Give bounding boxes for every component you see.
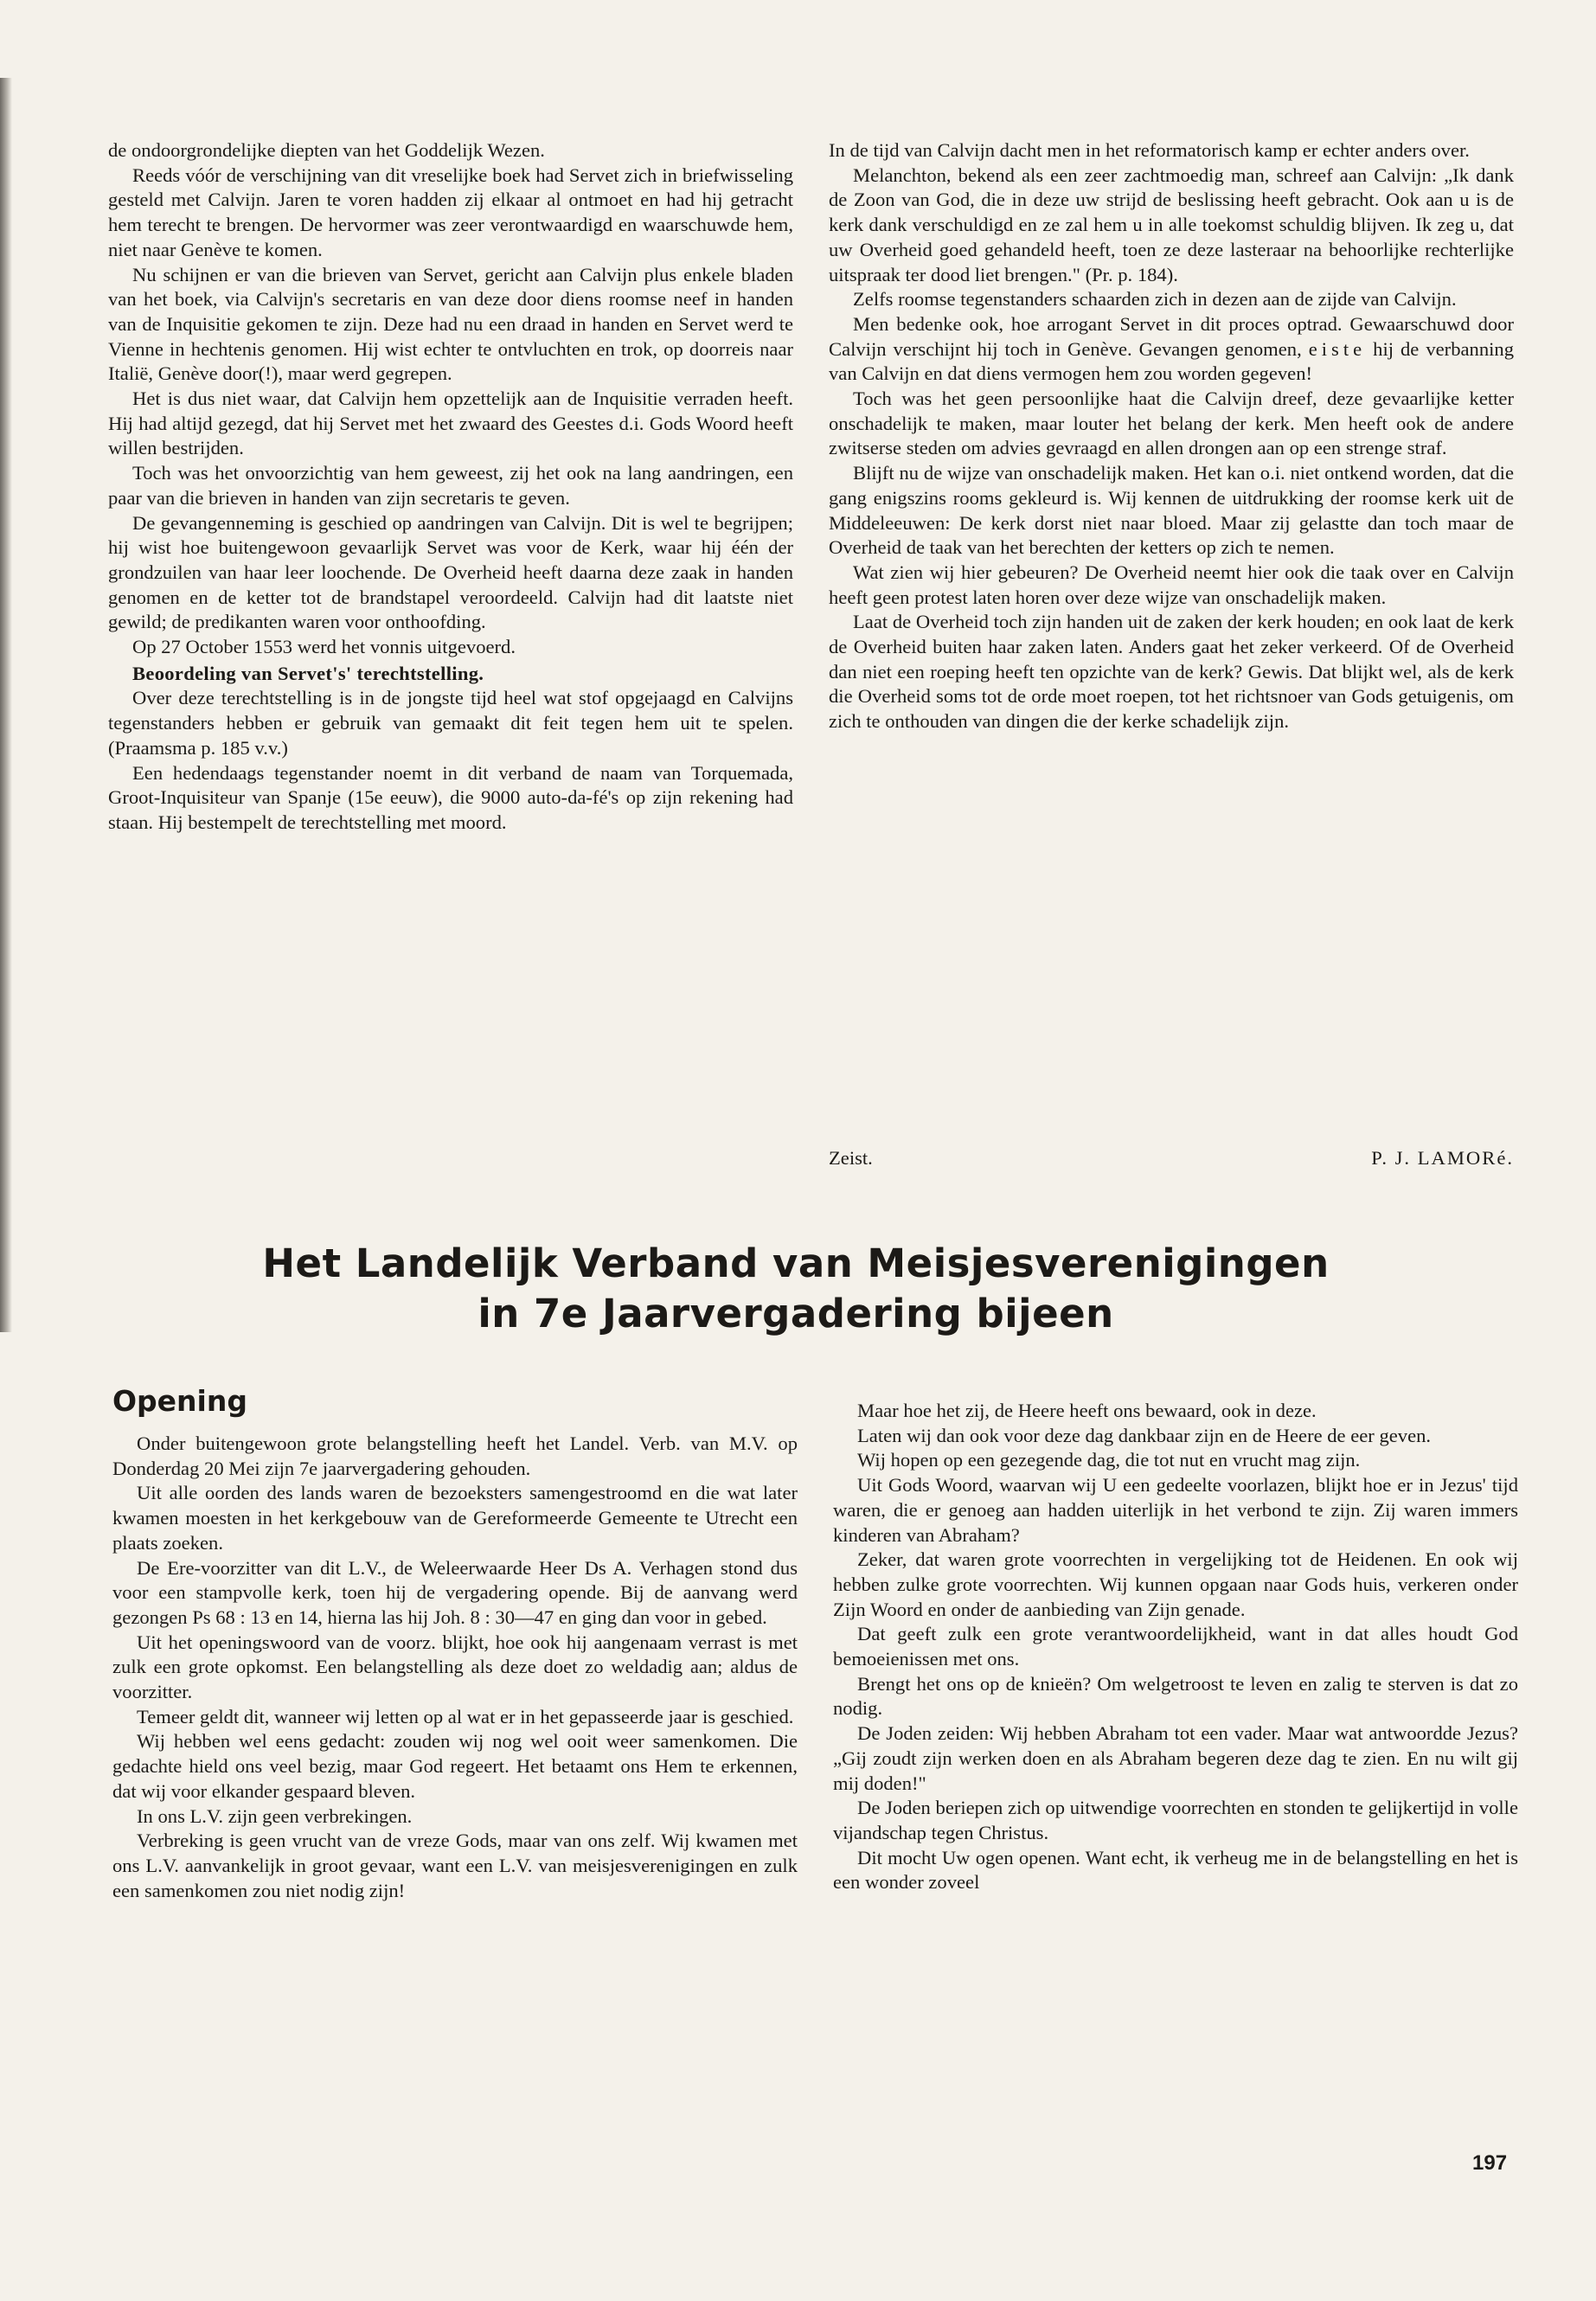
article-title-line: in 7e Jaarvergadering bijeen bbox=[478, 1291, 1114, 1336]
bottom-right-paragraphs bbox=[833, 1399, 1518, 1895]
paragraph: Temeer geldt dit, wanneer wij letten op al wat er in het gepasseerde jaar is geschied. bbox=[137, 1705, 794, 1727]
paragraph: Laat de Overheid toch zijn handen uit de zaken der kerk houden; en ook laat de kerk de Overheid buiten haar zaken laten. Anders gaat het zeker verkeerd. Of de Overheid dan niet een roeping heeft ten opzichte van de kerk? Gewis. Dat blijkt wel, als de kerk die Overheid soms tot de orde moet roepen, tot het richtsnoer van Gods getuigenis, om zich te onthouden van dingen die der kerke schadelijk zijn. bbox=[829, 611, 1514, 733]
paragraph: De Ere-voorzitter van dit L.V., de Weleerwaarde Heer Ds A. Verhagen stond dus voor een stampvolle kerk, toen hij de vergadering opende. Bij de aanvang werd gezongen Ps 68 : 13 en 14, hierna las hij Joh. 8 : 30—47 en ging dan voor in gebed. bbox=[112, 1556, 798, 1628]
paragraph: Maar hoe het zij, de Heere heeft ons bewaard, ook in deze. bbox=[857, 1400, 1317, 1421]
paragraph: Verbreking is geen vrucht van de vreze Gods, maar van ons zelf. Wij kwamen met ons L.V. aanvankelijk in groot gevaar, want een L.V. van meisjesverenigingen en zulk een samenkomen zou niet nodig zijn! bbox=[112, 1830, 798, 1901]
paragraph: Toch was het geen persoonlijke haat die Calvijn dreef, deze gevaarlijke ketter onschadelijk te maken, maar louter het belang der kerk. Men heeft ook de andere zwitserse steden om advies gevraagd en allen drongen aan op een strenge straf. bbox=[829, 388, 1514, 459]
top-left-paragraphs-after bbox=[108, 686, 793, 835]
page-number: 197 bbox=[1472, 2151, 1508, 2175]
bottom-right-column bbox=[833, 1399, 1518, 1895]
paragraph: Melanchton, bekend als een zeer zachtmoedig man, schreef aan Calvijn: „Ik dank de Zoon van God, die in deze uw strijd de beslissing heeft gebracht. Ook aan u is de kerk dank verschuldigd en ze zal hem u in alle toekomst schuldig blijven. Ik zeg u, dat uw Overheid goed gehandeld heeft, toen ze deze lasteraar na behoorlijke rechterlijke uitspraak ter dood liet brengen." (Pr. p. 184). bbox=[829, 163, 1514, 285]
top-right-column bbox=[829, 138, 1514, 734]
signature-place: Zeist. bbox=[829, 1147, 873, 1169]
paragraph: Op 27 October 1553 werd het vonnis uitgevoerd. bbox=[132, 636, 516, 658]
subheading: Beoordeling van Servet's' terechtstelling. bbox=[132, 662, 484, 684]
paragraph: Laten wij dan ook voor deze dag dankbaar zijn en de Heere de eer geven. bbox=[857, 1424, 1432, 1446]
spaced-word: eiste bbox=[1308, 337, 1367, 360]
paragraph: Blijft nu de wijze van onschadelijk maken. Het kan o.i. niet ontkend worden, dat die gang enigszins rooms gekleurd is. Wij kennen de uitdrukking der roomse kerk uit de Middeleeuwen: De kerk dorst niet naar bloed. Maar zij gelastte dan toch maar de Overheid de taak van het berechten der ketters op zich te nemen. bbox=[829, 462, 1514, 559]
paragraph-text: hij de verbanning van Calvijn en dat diens vermogen hem zou worden gegeven! bbox=[829, 337, 1514, 385]
article-title bbox=[208, 1239, 1384, 1339]
paragraph: Onder buitengewoon grote belangstelling heeft het Landel. Verb. van M.V. op Donderdag 20 Mei zijn 7e jaarvergadering gehouden. bbox=[112, 1433, 798, 1479]
signature-author: P. J. LAMORé. bbox=[1371, 1147, 1514, 1169]
paragraph: In ons L.V. zijn geen verbrekingen. bbox=[137, 1804, 413, 1827]
bottom-left-paragraphs bbox=[112, 1432, 798, 1903]
top-right-paragraphs-after bbox=[829, 387, 1514, 734]
top-right-paragraphs bbox=[829, 138, 1514, 312]
paragraph: Het is dus niet waar, dat Calvijn hem opzettelijk aan de Inquisitie verraden heeft. Hij had altijd gezegd, dat hij Servet met het zwaard des Geestes d.i. Gods Woord heeft willen bestrijden. bbox=[108, 388, 793, 459]
section-heading: Opening bbox=[112, 1384, 247, 1418]
paragraph: Uit het openingswoord van de voorz. blijkt, hoe ook hij aangenaam verrast is met zulk een grote opkomst. Een belangstelling als deze doet zo weldadig aan; aldus de voorzitter. bbox=[112, 1631, 798, 1703]
paragraph: Zeker, dat waren grote voorrechten in vergelijking tot de Heidenen. En ook wij hebben zulke grote voorrechten. Wij kunnen opgaan naar Gods huis, verkeren onder Zijn Woord en onder de aanbieding van Zijn genade. bbox=[833, 1548, 1518, 1620]
article-title-line: Het Landelijk Verband van Meisjesverenigingen bbox=[262, 1240, 1330, 1286]
paragraph: Wij hopen op een gezegende dag, die tot nut en vrucht mag zijn. bbox=[857, 1449, 1361, 1471]
paragraph: Toch was het onvoorzichtig van hem geweest, zij het ook na lang aandringen, een paar van die brieven in handen van zijn secretaris te geven. bbox=[108, 462, 793, 509]
paragraph: Zelfs roomse tegenstanders schaarden zich in dezen aan de zijde van Calvijn. bbox=[853, 288, 1457, 311]
top-left-column bbox=[108, 138, 793, 836]
paragraph: De Joden zeiden: Wij hebben Abraham tot een vader. Maar wat antwoordde Jezus? „Gij zoudt zijn werken doen en als Abraham begeren deze dag te zien. En nu wilt gij mij doden!" bbox=[833, 1722, 1518, 1794]
signature bbox=[829, 1146, 1514, 1170]
paragraph: Nu schijnen er van die brieven van Servet, gericht aan Calvijn plus enkele bladen van het boek, via Calvijn's secretaris en van deze door diens roomse neef in handen van de Inquisitie gekomen te zijn. Deze had nu een draad in handen en Servet werd te Vienne in hechtenis genomen. Hij wist echter te ontvluchten en trok, op doorreis naar Italië, Genève door(!), maar werd gegrepen. bbox=[108, 263, 793, 385]
paragraph: Uit Gods Woord, waarvan wij U een gedeelte voorlazen, blijkt hoe er in Jezus' tijd waren, die er genoeg aan hadden uiterlijk in het verbond te zijn. Zij waren immers kinderen van Abraham? bbox=[833, 1474, 1518, 1546]
paragraph: Dat geeft zulk een grote verantwoordelijkheid, want in dat alles houdt God bemoeienissen met ons. bbox=[833, 1623, 1518, 1670]
paragraph: Brengt het ons op de knieën? Om welgetroost te leven en zalig te sterven is dat zo nodig. bbox=[833, 1672, 1518, 1720]
paragraph: De gevangenneming is geschied op aandringen van Calvijn. Dit is wel te begrijpen; hij wist hoe buitengewoon gevaarlijk Servet was voor de Kerk, waar hij één der grondzuilen van haar leer loochende. De Overheid heeft daarna deze zaak in handen genomen en de ketter tot de brandstapel veroordeeld. Calvijn had dit laatste niet gewild; de predikanten waren voor onthoofding. bbox=[108, 511, 793, 633]
paragraph: In de tijd van Calvijn dacht men in het reformatorisch kamp er echter anders over. bbox=[829, 139, 1470, 161]
paragraph: Wij hebben wel eens gedacht: zouden wij nog wel ooit weer samenkomen. Die gedachte hield ons veel bezig, maar God regeert. Het betaamt ons Hem te erkennen, dat wij voor elkander gespaard bleven. bbox=[112, 1730, 798, 1802]
paragraph: Reeds vóór de verschijning van dit vreselijke boek had Servet zich in briefwisseling gesteld met Calvijn. Jaren te voren hadden zij elkaar al ontmoet en had hij getracht hem terecht te brengen. De hervormer was zeer verontwaardigd en waarschuwde hem, niet naar Genève te komen. bbox=[108, 163, 793, 260]
paragraph: Een hedendaags tegenstander noemt in dit verband de naam van Torquemada, Groot-Inquisiteur van Spanje (15e eeuw), die 9000 auto-da-fé's op zijn rekening had staan. Hij bestempelt de terechtstelling met moord. bbox=[108, 761, 793, 833]
paragraph: Wat zien wij hier gebeuren? De Overheid neemt hier ook die taak over en Calvijn heeft geen protest laten horen over deze wijze van onschadelijk maken. bbox=[829, 561, 1514, 608]
top-left-paragraphs bbox=[108, 138, 793, 660]
paragraph-text: Men bedenke ook, hoe arrogant Servet in dit proces optrad. Gewaarschuwd door Calvijn verschijnt hij toch in Genève. Gevangen genomen, bbox=[829, 312, 1514, 360]
paragraph: Over deze terechtstelling is in de jongste tijd heel wat stof opgejaagd en Calvijns tegenstanders hebben er gebruik van gemaakt dit feit tegen hem uit te spelen. (Praamsma p. 185 v.v.) bbox=[108, 687, 793, 759]
paragraph: De Joden beriepen zich op uitwendige voorrechten en stonden te gelijkertijd in volle vijandschap tegen Christus. bbox=[833, 1797, 1518, 1843]
paragraph: Dit mocht Uw ogen openen. Want echt, ik verheug me in de belangstelling en het is een wonder zoveel bbox=[833, 1846, 1518, 1894]
paragraph bbox=[829, 312, 1514, 387]
paragraph: de ondoorgrondelijke diepten van het Goddelijk Wezen. bbox=[108, 139, 545, 161]
paragraph: Uit alle oorden des lands waren de bezoeksters samengestroomd en die wat later kwamen moesten in het kerkgebouw van de Gereformeerde Gemeente te Utrecht een plaats zoeken. bbox=[112, 1482, 798, 1554]
bottom-left-column bbox=[112, 1432, 798, 1903]
